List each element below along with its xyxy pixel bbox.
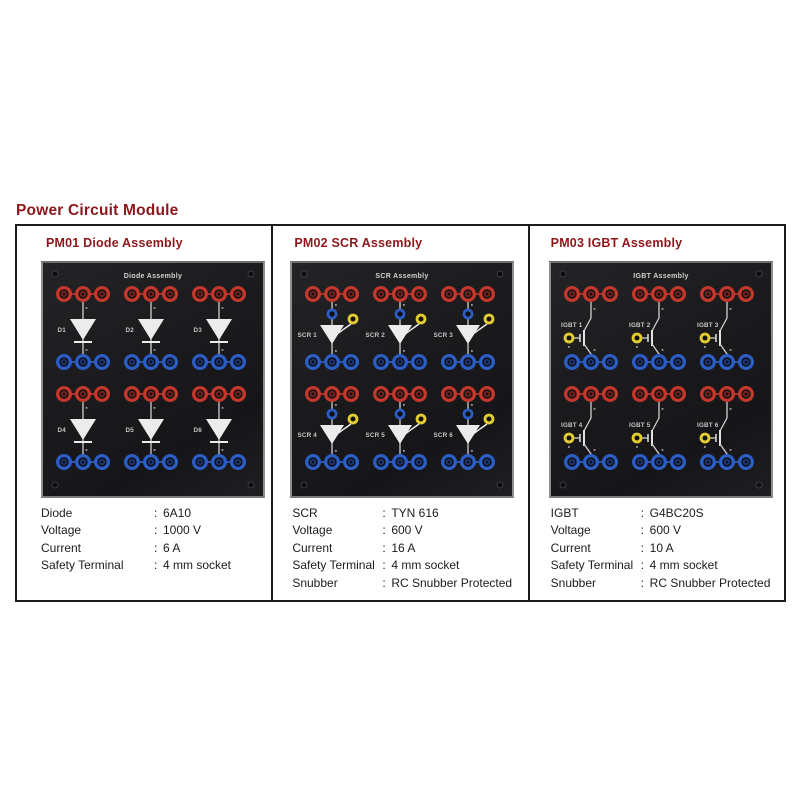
spec-row bbox=[551, 557, 784, 574]
scr-cell bbox=[305, 286, 359, 370]
device-label: D2 bbox=[125, 327, 134, 334]
spec-row bbox=[292, 522, 527, 539]
spec-label: Voltage bbox=[550, 523, 591, 538]
device-label: D5 bbox=[125, 427, 134, 434]
spec-colon: : bbox=[154, 540, 158, 555]
device-label: SCR 4 bbox=[297, 432, 318, 439]
scr-cell bbox=[305, 386, 359, 470]
device-label: SCR 2 bbox=[365, 332, 386, 339]
spec-colon: : bbox=[154, 506, 158, 520]
panel-photo-igbt bbox=[549, 261, 773, 498]
spec-label: Current bbox=[41, 540, 82, 555]
spec-value: G4BC20S bbox=[649, 506, 704, 520]
spec-value: RC Snubber Protected bbox=[649, 575, 771, 590]
spec-row bbox=[292, 505, 527, 522]
spec-value: 1000 V bbox=[163, 523, 202, 538]
module-column-pm02 bbox=[271, 226, 527, 600]
spec-colon: : bbox=[640, 540, 644, 555]
spec-label: Voltage bbox=[292, 523, 333, 538]
spec-label: Snubber bbox=[550, 575, 597, 590]
spec-list bbox=[292, 505, 527, 592]
panel-graphic-diode bbox=[43, 263, 263, 496]
spec-row bbox=[551, 522, 784, 539]
device-label: SCR 6 bbox=[433, 432, 454, 439]
spec-value: 4 mm socket bbox=[649, 558, 718, 573]
device-label: SCR 1 bbox=[297, 332, 318, 339]
spec-row bbox=[292, 540, 527, 557]
spec-label: Current bbox=[550, 540, 591, 555]
spec-label: Voltage bbox=[41, 523, 82, 538]
scr-cell bbox=[373, 386, 427, 470]
spec-colon: : bbox=[382, 540, 386, 555]
device-label: IGBT 6 bbox=[696, 422, 719, 429]
spec-colon: : bbox=[640, 506, 644, 520]
spec-row bbox=[292, 557, 527, 574]
scr-cell bbox=[441, 386, 495, 470]
catalog-table bbox=[15, 224, 786, 602]
spec-colon: : bbox=[382, 523, 386, 538]
spec-value: 4 mm socket bbox=[391, 558, 460, 573]
panel-title: Diode Assembly bbox=[123, 273, 183, 280]
spec-label: Safety Terminal bbox=[41, 558, 124, 573]
screw-icon bbox=[756, 482, 762, 488]
device-label: IGBT 5 bbox=[628, 422, 651, 429]
screw-icon bbox=[497, 482, 503, 488]
device-label: IGBT 1 bbox=[560, 322, 583, 329]
screw-icon bbox=[560, 271, 566, 277]
device-label: SCR 5 bbox=[365, 432, 386, 439]
spec-colon: : bbox=[640, 558, 644, 573]
scr-cell bbox=[373, 286, 427, 370]
spec-label: Snubber bbox=[292, 575, 338, 590]
spec-row bbox=[551, 505, 784, 522]
spec-label: SCR bbox=[292, 506, 318, 520]
spec-colon: : bbox=[640, 523, 644, 538]
spec-value: 16 A bbox=[391, 540, 416, 555]
panel-photo-diode bbox=[41, 261, 265, 498]
module-header: PM01 Diode Assembly bbox=[46, 236, 183, 250]
screw-icon bbox=[301, 271, 307, 277]
spec-row bbox=[551, 575, 784, 592]
screw-icon bbox=[248, 482, 254, 488]
spec-value: 4 mm socket bbox=[163, 558, 232, 573]
spec-colon: : bbox=[382, 575, 386, 590]
panel-graphic-igbt bbox=[551, 263, 771, 496]
module-header: PM02 SCR Assembly bbox=[294, 236, 423, 250]
spec-row bbox=[292, 575, 527, 592]
device-label: D6 bbox=[193, 427, 202, 434]
device-label: IGBT 4 bbox=[560, 422, 583, 429]
page-title: Power Circuit Module bbox=[16, 202, 179, 220]
spec-label: Safety Terminal bbox=[550, 558, 634, 573]
spec-row bbox=[41, 557, 271, 574]
spec-value: TYN 616 bbox=[391, 506, 439, 520]
screw-icon bbox=[301, 482, 307, 488]
spec-label: IGBT bbox=[550, 506, 579, 520]
spec-value: 6 A bbox=[163, 540, 181, 555]
spec-list bbox=[41, 505, 271, 575]
spec-colon: : bbox=[154, 523, 158, 538]
panel-title: IGBT Assembly bbox=[632, 273, 689, 280]
panel-photo-scr bbox=[290, 261, 514, 498]
spec-row bbox=[41, 522, 271, 539]
spec-label: Safety Terminal bbox=[292, 558, 375, 573]
spec-value: 6A10 bbox=[163, 506, 192, 520]
spec-label: Diode bbox=[41, 506, 73, 520]
module-column-pm01 bbox=[17, 226, 271, 600]
screw-icon bbox=[497, 271, 503, 277]
screw-icon bbox=[756, 271, 762, 277]
screw-icon bbox=[248, 271, 254, 277]
device-label: D4 bbox=[57, 427, 66, 434]
spec-value: 600 V bbox=[391, 523, 423, 538]
spec-label: Current bbox=[292, 540, 333, 555]
device-label: IGBT 2 bbox=[628, 322, 651, 329]
module-column-pm03 bbox=[528, 226, 784, 600]
scr-cell bbox=[441, 286, 495, 370]
spec-colon: : bbox=[640, 575, 644, 590]
spec-colon: : bbox=[382, 506, 386, 520]
panel-graphic-scr bbox=[292, 263, 512, 496]
spec-row bbox=[551, 540, 784, 557]
device-label: D3 bbox=[193, 327, 202, 334]
device-label: SCR 3 bbox=[433, 332, 454, 339]
module-header: PM03 IGBT Assembly bbox=[550, 236, 683, 250]
spec-colon: : bbox=[382, 558, 386, 573]
panel-title: SCR Assembly bbox=[375, 273, 429, 280]
spec-value: 10 A bbox=[649, 540, 674, 555]
spec-list bbox=[551, 505, 784, 592]
spec-row bbox=[41, 540, 271, 557]
screw-icon bbox=[560, 482, 566, 488]
spec-row bbox=[41, 505, 271, 522]
screw-icon bbox=[52, 271, 58, 277]
device-label: IGBT 3 bbox=[696, 322, 719, 329]
device-label: D1 bbox=[57, 327, 66, 334]
spec-value: RC Snubber Protected bbox=[391, 575, 513, 590]
spec-colon: : bbox=[154, 558, 158, 573]
spec-value: 600 V bbox=[649, 523, 682, 538]
screw-icon bbox=[52, 482, 58, 488]
